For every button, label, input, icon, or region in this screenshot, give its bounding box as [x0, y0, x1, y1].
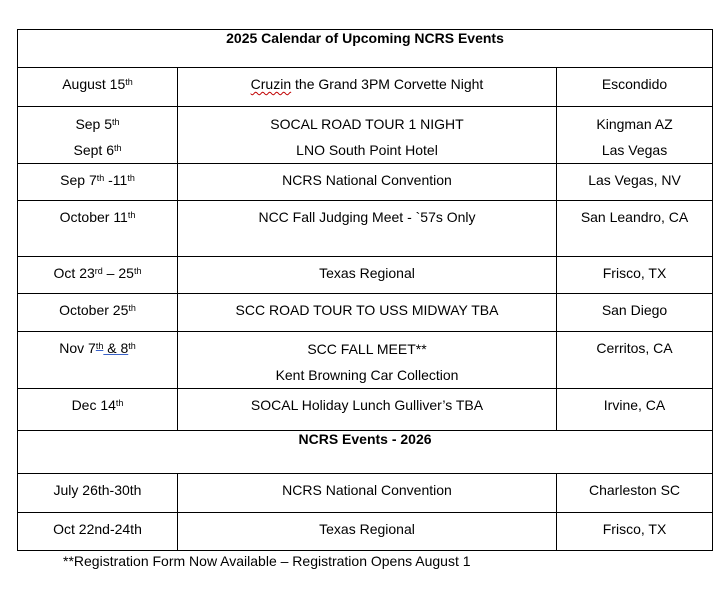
- event-cell: SOCAL ROAD TOUR 1 NIGHT LNO South Point Hotel: [178, 107, 557, 164]
- date-cell: August 15th: [18, 68, 178, 107]
- event-cell: SCC FALL MEET** Kent Browning Car Collection: [178, 332, 557, 389]
- event-cell: SCC ROAD TOUR TO USS MIDWAY TBA: [178, 294, 557, 332]
- event-cell: Texas Regional: [178, 257, 557, 294]
- location-cell: Charleston SC: [557, 474, 713, 513]
- date-cell: Sep 5th Sept 6th: [18, 107, 178, 164]
- table-row: [18, 389, 713, 431]
- table-row: [18, 513, 713, 551]
- event-cell: Cruzin the Grand 3PM Corvette Night: [178, 68, 557, 107]
- events-document: [17, 29, 712, 551]
- date-cell: October 11th: [18, 201, 178, 257]
- table-row: [18, 107, 713, 164]
- date-cell: Sep 7th -11th: [18, 164, 178, 201]
- location-cell: Cerritos, CA: [557, 332, 713, 389]
- title-2026: NCRS Events - 2026: [18, 431, 713, 474]
- location-cell: Frisco, TX: [557, 513, 713, 551]
- title-row-2025: [18, 30, 713, 68]
- location-cell: San Leandro, CA: [557, 201, 713, 257]
- events-table: [17, 29, 713, 551]
- location-cell: Escondido: [557, 68, 713, 107]
- registration-footnote: **Registration Form Now Available – Registration Opens August 1: [63, 553, 471, 569]
- location-cell: San Diego: [557, 294, 713, 332]
- spellcheck-word: Cruzin: [250, 76, 292, 92]
- location-cell: Irvine, CA: [557, 389, 713, 431]
- table-row: [18, 201, 713, 257]
- event-cell: Texas Regional: [178, 513, 557, 551]
- location-cell: Las Vegas, NV: [557, 164, 713, 201]
- event-cell: NCC Fall Judging Meet - `57s Only: [178, 201, 557, 257]
- date-cell: July 26th-30th: [18, 474, 178, 513]
- date-cell: Nov 7th & 8th: [18, 332, 178, 389]
- table-row: [18, 68, 713, 107]
- event-cell: SOCAL Holiday Lunch Gulliver’s TBA: [178, 389, 557, 431]
- table-row: [18, 474, 713, 513]
- event-cell: NCRS National Convention: [178, 164, 557, 201]
- date-cell: Dec 14th: [18, 389, 178, 431]
- date-cell: Oct 22nd-24th: [18, 513, 178, 551]
- table-row: [18, 164, 713, 201]
- location-cell: Frisco, TX: [557, 257, 713, 294]
- date-cell: October 25th: [18, 294, 178, 332]
- event-cell: NCRS National Convention: [178, 474, 557, 513]
- table-row: [18, 294, 713, 332]
- table-row: [18, 332, 713, 389]
- title-row-2026: [18, 431, 713, 474]
- title-2025: 2025 Calendar of Upcoming NCRS Events: [18, 30, 713, 68]
- table-row: [18, 257, 713, 294]
- date-cell: Oct 23rd – 25th: [18, 257, 178, 294]
- location-cell: Kingman AZ Las Vegas: [557, 107, 713, 164]
